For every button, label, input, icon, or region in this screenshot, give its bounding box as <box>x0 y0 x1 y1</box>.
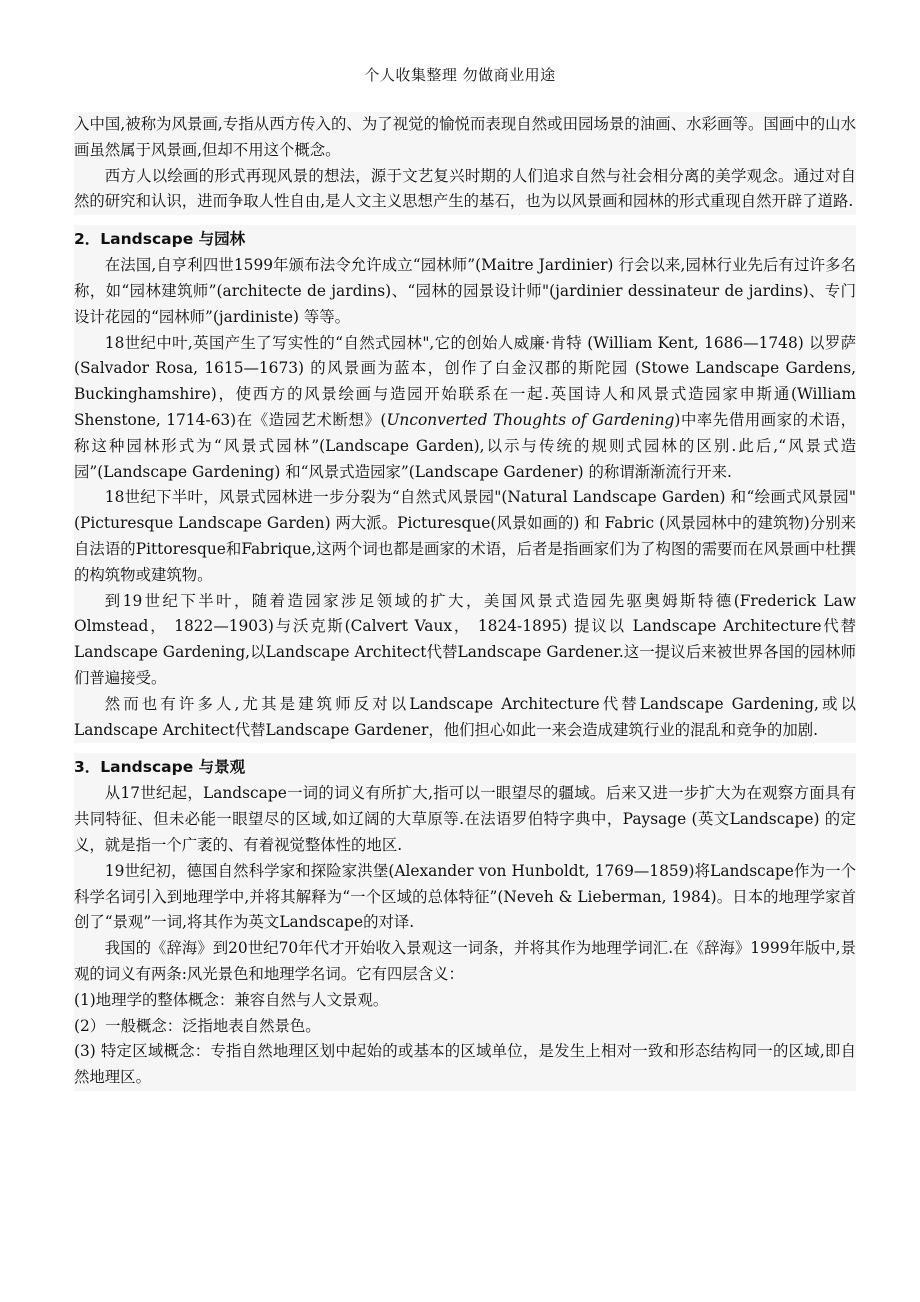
section-2-paragraph-2 <box>74 331 856 486</box>
section-3-paragraph-1: 从17世纪起，Landscape一词的词义有所扩大,指可以一眼望尽的疆域。后来又进一步扩大为在观察方面具有共同特征、但未必能一眼望尽的区域,如辽阔的大草原等.在法语罗伯特字典中，Paysage (英文Landscape) 的定义，就是指一个广袤的、有着视觉整体性的地区. <box>74 784 856 854</box>
section-2-heading: 2．Landscape 与园林 <box>74 230 246 249</box>
intro-paragraph-1: 入中国,被称为风景画,专指从西方传入的、为了视觉的愉悦而表现自然或田园场景的油画、水彩画等。国画中的山水画虽然属于风景画,但却不用这个概念。 <box>74 115 856 159</box>
book-title-italic: Unconverted Thoughts of Gardening <box>386 410 675 429</box>
section-3 <box>74 753 856 1091</box>
section-2-paragraph-4: 到19世纪下半叶，随着造园家涉足领域的扩大，美国风景式造园先驱奥姆斯特德(Frederick Law Olmstead， 1822—1903)与沃克斯(Calvert Vaux， 1824-1895) 提议以 Landscape Architecture代替Landscape Gardening,以Landscape Architect代替Landscape Gardener.这一提议后来被世界各国的园林师们普遍接受。 <box>74 591 856 687</box>
section-intro <box>74 112 856 215</box>
meaning-list-item: (1)地理学的整体概念：兼容自然与人文景观。 <box>74 990 389 1009</box>
section-2-paragraph-5: 然而也有许多人,尤其是建筑师反对以Landscape Architecture代替Landscape Gardening,或以Landscape Architect代替Landscape Gardener，他们担心如此一来会造成建筑行业的混乱和竞争的加剧. <box>74 694 856 739</box>
section-2-paragraph-2-part-a: 18世纪中叶,英国产生了写实性的“自然式园林",它的创始人威廉·肯特 (William Kent, 1686—1748) 以罗萨 (Salvador Rosa, 1615—1673) 的风景画为蓝本，创作了白金汉郡的斯陀园 (Stowe Landscape Gardens, Buckinghamshire)，使西方的风景绘画与造园开始联系在一起.英国诗人和风景式造园家申斯通(William Shenstone, 1714-63)在《造园艺术断想》( <box>74 333 856 429</box>
page-header: 个人收集整理 勿做商业用途 <box>364 66 556 84</box>
meaning-list-item: (3) 特定区域概念：专指自然地理区划中起始的或基本的区域单位，是发生上相对一致和形态结构同一的区域,即自然地理区。 <box>74 1042 856 1087</box>
section-3-paragraph-3: 我国的《辞海》到20世纪70年代才开始收入景观这一词条，并将其作为地理学词汇.在《辞海》1999年版中,景观的词义有两条:风光景色和地理学名词。它有四层含义： <box>74 939 856 983</box>
section-2-paragraph-2-part-b: )中率先借用画家的术语，称这种园林形式为“风景式园林”(Landscape Garden),以示与传统的规则式园林的区别.此后,“风景式造园”(Landscape Gardening) 和“风景式造园家”(Landscape Gardener) 的称谓渐渐流行开来. <box>74 410 857 481</box>
section-3-heading: 3．Landscape 与景观 <box>74 758 246 777</box>
section-2-paragraph-3: 18世纪下半叶，风景式园林进一步分裂为“自然式风景园"(Natural Landscape Garden) 和“绘画式风景园"(Picturesque Landscape Garden) 两大派。Picturesque(风景如画的) 和 Fabric (风景园林中的建筑物)分别来自法语的Pittoresque和Fabrique,这两个词也都是画家的术语，后者是指画家们为了构图的需要而在风景画中杜撰的构筑物或建筑物。 <box>74 488 856 584</box>
section-3-paragraph-2: 19世纪初，德国自然科学家和探险家洪堡(Alexander von Hunboldt, 1769—1859)将Landscape作为一个科学名词引入到地理学中,并将其解释为“一个区域的总体特征”(Neveh & Lieberman, 1984)。日本的地理学家首创了“景观”一词,将其作为英文Landscape的对译. <box>74 861 856 932</box>
section-2-paragraph-1: 在法国,自亨利四世1599年颁布法令允许成立“园林师”(Maitre Jardinier) 行会以来,园林行业先后有过许多名称，如“园林建筑师”(architecte de jardins)、“园林的园景设计师"(jardinier dessinateur de jardins)、专门设计花园的“园林师”(jardiniste) 等等。 <box>74 256 856 326</box>
section-2 <box>74 225 856 743</box>
intro-paragraph-2: 西方人以绘画的形式再现风景的想法，源于文艺复兴时期的人们追求自然与社会相分离的美学观念。通过对自然的研究和认识，进而争取人性自由,是人文主义思想产生的基石，也为以风景画和园林的形式重现自然开辟了道路. <box>74 166 856 211</box>
document-body <box>74 112 856 1091</box>
meaning-list-item: (2）一般概念：泛指地表自然景色。 <box>74 1016 321 1035</box>
